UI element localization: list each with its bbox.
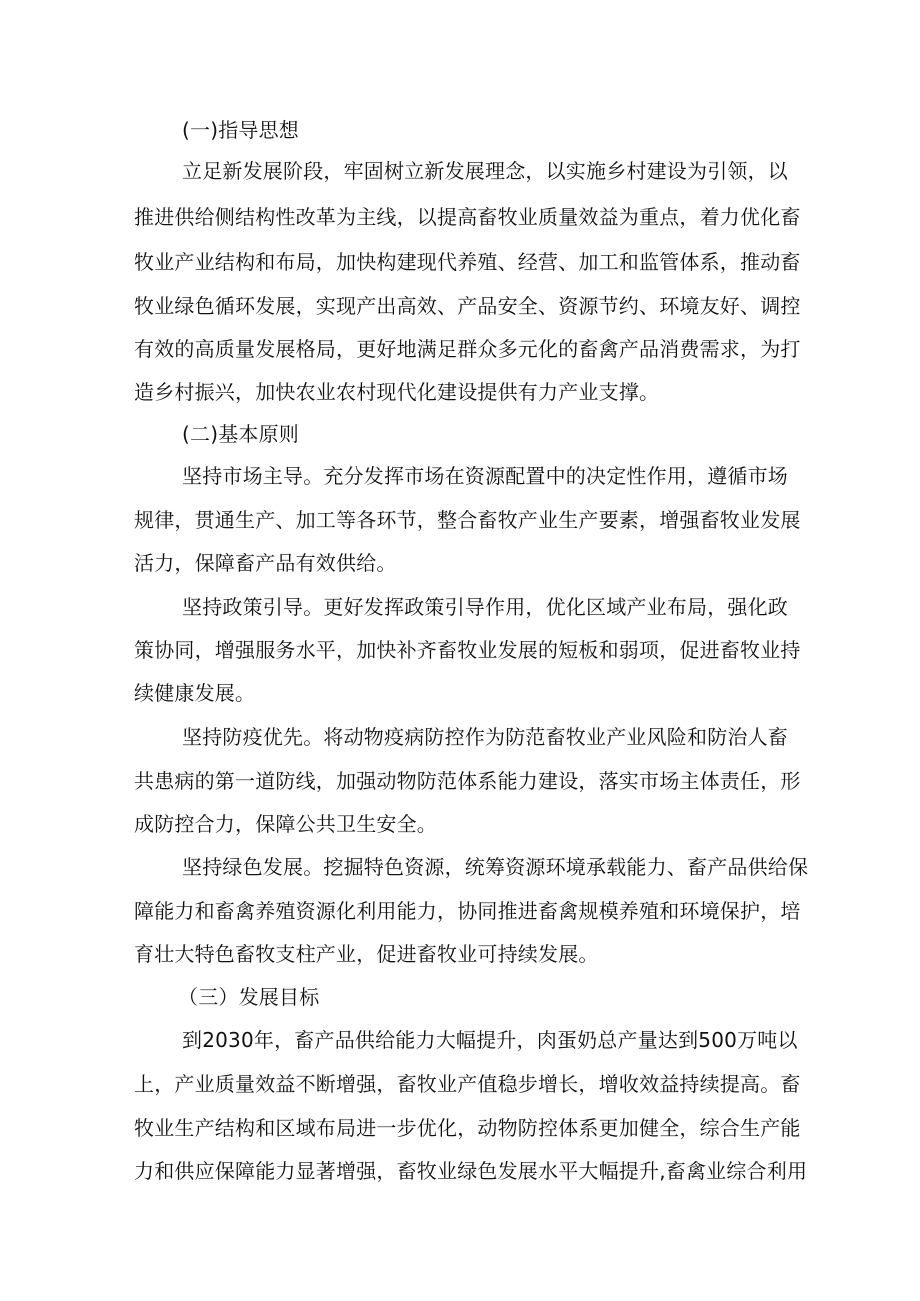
paragraph-line: 立足新发展阶段，牢固树立新发展理念，以实施乡村建设为引领，以 bbox=[182, 159, 788, 183]
paragraph-line: 牧业生产结构和区域布局进一步优化，动物防控体系更加健全，综合生产能 bbox=[134, 1116, 801, 1140]
section-heading-development-goals: （三）发展目标 bbox=[178, 985, 320, 1009]
paragraph-line: 牧业绿色循环发展，实现产出高效、产品安全、资源节约、环境友好、调控 bbox=[134, 294, 801, 318]
paragraph-line: 续健康发展。 bbox=[134, 681, 256, 705]
paragraph-line: 力和供应保障能力显著增强，畜牧业绿色发展水平大幅提升,畜禽业综合利用 bbox=[134, 1159, 808, 1183]
section-heading-guiding-ideology: (一)指导思想 bbox=[182, 118, 300, 142]
paragraph-line: 规律，贯通生产、加工等各环节，整合畜牧产业生产要素，增强畜牧业发展 bbox=[134, 508, 801, 532]
paragraph-line: 障能力和畜禽养殖资源化利用能力，协同推进畜禽规模养殖和环境保护，培 bbox=[134, 899, 801, 923]
paragraph-line: 坚持绿色发展。挖掘特色资源，统筹资源环境承载能力、畜产品供给保 bbox=[182, 855, 809, 879]
paragraph-line: 策协同，增强服务水平，加快补齐畜牧业发展的短板和弱项，促进畜牧业持 bbox=[134, 638, 801, 662]
paragraph-line: 造乡村振兴，加快农业农村现代化建设提供有力产业支撑。 bbox=[134, 380, 660, 404]
paragraph-line: 上，产业质量效益不断增强，畜牧业产值稳步增长，增收效益持续提高。畜 bbox=[134, 1072, 801, 1096]
paragraph-line: 成防控合力，保障公共卫生安全。 bbox=[134, 812, 437, 836]
paragraph-line: 育壮大特色畜牧支柱产业，促进畜牧业可持续发展。 bbox=[134, 942, 599, 966]
section-heading-basic-principles: (二)基本原则 bbox=[182, 422, 300, 446]
paragraph-line: 共患病的第一道防线，加强动物防范体系能力建设，落实市场主体责任，形 bbox=[134, 769, 801, 793]
paragraph-line: 坚持市场主导。充分发挥市场在资源配置中的决定性作用，遵循市场 bbox=[182, 464, 788, 488]
paragraph-line: 坚持防疫优先。将动物疫病防控作为防范畜牧业产业风险和防治人畜 bbox=[182, 725, 788, 749]
paragraph-line: 活力，保障畜产品有效供给。 bbox=[134, 551, 397, 575]
paragraph-line: 牧业产业结构和布局，加快构建现代养殖、经营、加工和监管体系，推动畜 bbox=[134, 250, 801, 274]
paragraph-line: 到2030年，畜产品供给能力大幅提升，肉蛋奶总产量达到500万吨以 bbox=[182, 1028, 798, 1052]
paragraph-line: 坚持政策引导。更好发挥政策引导作用，优化区域产业布局，强化政 bbox=[182, 595, 788, 619]
paragraph-line: 推进供给侧结构性改革为主线，以提高畜牧业质量效益为重点，着力优化畜 bbox=[134, 205, 801, 229]
paragraph-line: 有效的高质量发展格局，更好地满足群众多元化的畜禽产品消费需求，为打 bbox=[134, 337, 801, 361]
